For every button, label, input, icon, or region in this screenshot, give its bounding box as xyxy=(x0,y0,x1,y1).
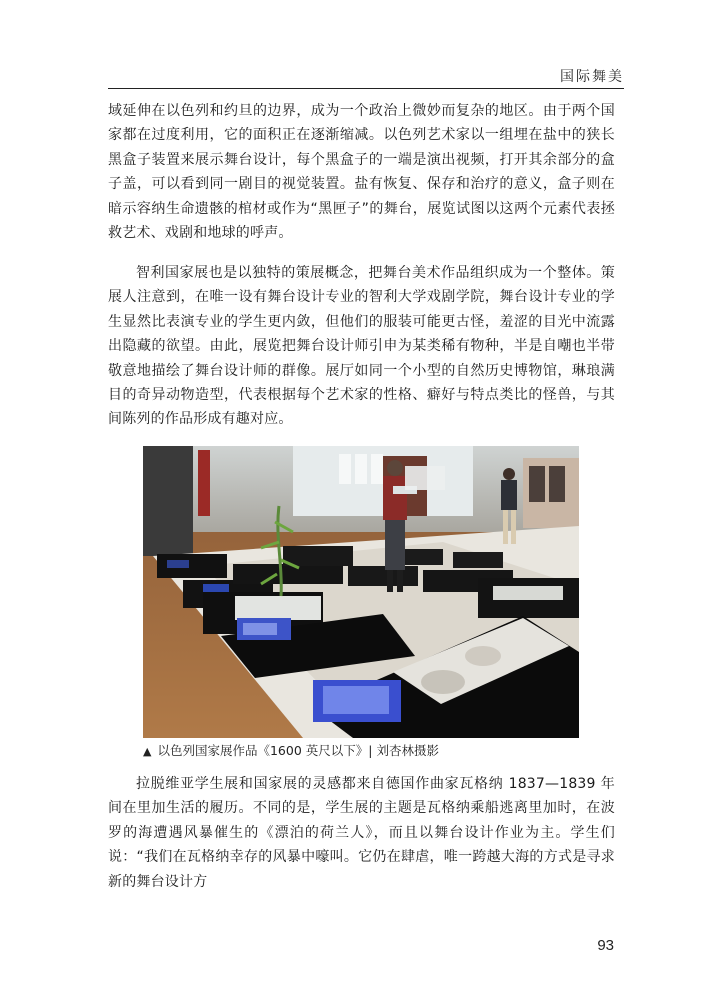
paragraph-2: 智利国家展也是以独特的策展概念，把舞台美术作品组织成为一个整体。策展人注意到，在唯一设有舞台设计专业的智利大学戏剧学院，舞台设计专业的学生显然比表演专业的学生更内敛，但他们的服装可能更古怪，羞涩的目光中流露出隐藏的欲望。由此，展览把舞台设计师引申为某类稀有物种，半是自嘲也半带敬意地描绘了舞台设计师的群像。展厅如同一个小型的自然历史博物馆，琳琅满目的奇异动物造型，代表根据每个艺术家的性格、癖好与特点类比的怪兽，与其间陈列的作品形成有趣对应。 xyxy=(108,265,615,428)
running-head: 国际舞美 xyxy=(560,69,624,85)
exhibition-photo xyxy=(143,446,579,738)
caption-triangle: ▲ xyxy=(143,745,152,758)
paragraph-3: 拉脱维亚学生展和国家展的灵感都来自德国作曲家瓦格纳 1837—1839 年间在里加生活的履历。不同的是，学生展的主题是瓦格纳乘船逃离里加时，在波罗的海遭遇风暴催生的《漂泊的荷兰人》，而且以舞台设计作业为主。学生们说：“我们在瓦格纳幸存的风暴中嚎叫。它仍在肆虐，唯一跨越大海的方式是寻求新的舞台设计方 xyxy=(108,776,615,890)
figure-caption xyxy=(143,741,579,759)
page-number: 93 xyxy=(597,937,614,954)
caption-text: 以色列国家展作品《1600 英尺以下》| 刘杏林摄影 xyxy=(157,743,439,758)
header-rule xyxy=(108,88,624,89)
paragraph-1: 域延伸在以色列和约旦的边界，成为一个政治上微妙而复杂的地区。由于两个国家都在过度利用，它的面积正在逐渐缩减。以色列艺术家以一组埋在盐中的狭长黑盒子装置来展示舞台设计，每个黑盒子的一端是演出视频，打开其余部分的盒子盖，可以看到同一剧目的视觉装置。盐有恢复、保存和治疗的意义，盒子则在暗示容纳生命遗骸的棺材或作为“黑匣子”的舞台，展览试图以这两个元素代表拯救艺术、戏剧和地球的呼声。 xyxy=(108,103,615,242)
